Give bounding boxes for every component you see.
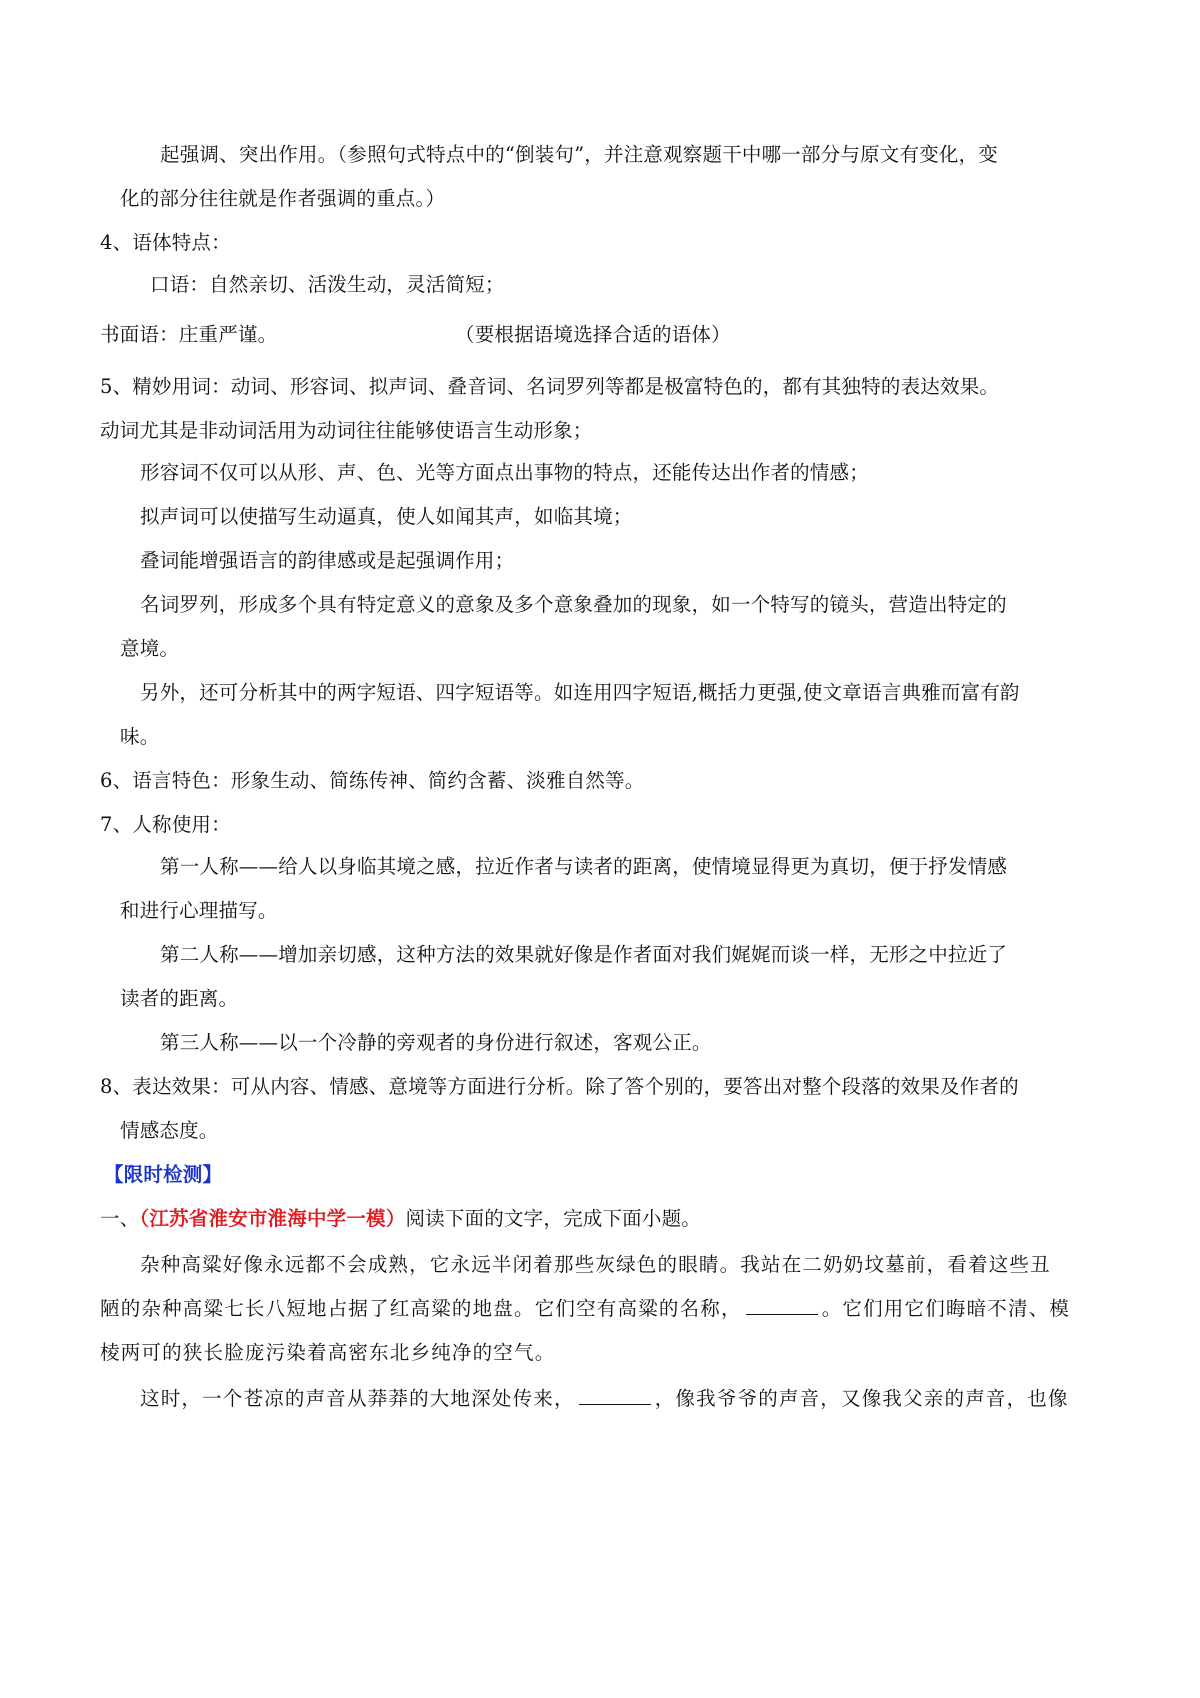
paragraph-line: 化的部分往往就是作者强调的重点。） [120, 187, 446, 210]
verb-item: 动词尤其是非动词活用为动词往往能够使语言生动形象； [100, 419, 593, 442]
adjective-item: 形容词不仅可以从形、声、色、光等方面点出事物的特点，还能传达出作者的情感； [140, 461, 869, 484]
timed-test-heading: 【限时检测】 [104, 1163, 223, 1186]
passage-line-with-blank [100, 1294, 1070, 1324]
second-person-item: 第二人称——增加亲切感，这种方法的效果就好像是作者面对我们娓娓而谈一样，无形之中拉近了 [160, 943, 1008, 966]
question-number: 一、 [100, 1207, 140, 1230]
reduplication-item: 叠词能增强语言的韵律感或是起强调作用； [140, 549, 515, 572]
section-8-cont: 情感态度。 [120, 1119, 219, 1142]
passage-line: 杂种高粱好像永远都不会成熟，它永远半闭着那些灰绿色的眼睛。我站在二奶奶坟墓前，看着这些丑 [140, 1253, 1051, 1276]
paragraph-line: 起强调、突出作用。（参照句式特点中的“倒装句”，并注意观察题干中哪一部分与原文有变化，变 [160, 143, 998, 166]
register-note: （要根据语境选择合适的语体） [455, 323, 731, 346]
oral-language-item: 口语：自然亲切、活泼生动，灵活简短； [150, 273, 505, 296]
fill-in-blank[interactable] [746, 1294, 818, 1315]
noun-list-item: 名词罗列，形成多个具有特定意义的意象及多个意象叠加的现象，如一个特写的镜头，营造出特定的 [140, 593, 1007, 616]
first-person-item: 第一人称——给人以身临其境之感，拉近作者与读者的距离，使情境显得更为真切，便于抒发情感 [160, 855, 1008, 878]
passage-text: 。它们用它们晦暗不清、模 [821, 1297, 1071, 1320]
second-person-item-cont: 读者的距离。 [120, 987, 239, 1010]
fill-in-blank[interactable] [579, 1384, 651, 1405]
third-person-item: 第三人称——以一个冷静的旁观者的身份进行叙述，客观公正。 [160, 1031, 712, 1054]
other-phrases-item-cont: 味。 [120, 725, 160, 748]
other-phrases-item: 另外，还可分析其中的两字短语、四字短语等。如连用四字短语,概括力更强,使文章语言典雅而富有韵 [140, 681, 1020, 704]
onomatopoeia-item: 拟声词可以使描写生动逼真，使人如闻其声，如临其境； [140, 505, 633, 528]
question-source: （江苏省淮安市淮海中学一模） [139, 1207, 406, 1230]
section-heading-8: 8、表达效果：可从内容、情感、意境等方面进行分析。除了答个别的，要答出对整个段落的效果及作者的 [100, 1075, 1019, 1098]
question-instruction: 阅读下面的文字，完成下面小题。 [405, 1207, 701, 1230]
section-heading-6: 6、语言特色：形象生动、简练传神、简约含蓄、淡雅自然等。 [100, 769, 645, 792]
first-person-item-cont: 和进行心理描写。 [120, 899, 278, 922]
passage-line-with-blank [140, 1384, 1069, 1414]
section-heading-4: 4、语体特点： [100, 231, 231, 254]
section-heading-5: 5、精妙用词：动词、形容词、拟声词、叠音词、名词罗列等都是极富特色的，都有其独特的表达效果。 [100, 375, 1000, 398]
written-language-item: 书面语：庄重严谨。 [100, 323, 278, 346]
section-heading-7: 7、人称使用： [100, 813, 231, 836]
passage-line: 棱两可的狭长脸庞污染着高密东北乡纯净的空气。 [100, 1341, 556, 1364]
passage-text: 陋的杂种高粱七长八短地占据了红高粱的地盘。它们空有高粱的名称， [100, 1297, 742, 1320]
passage-text: ，像我爷爷的声音，又像我父亲的声音，也像 [654, 1387, 1069, 1410]
noun-list-item-cont: 意境。 [120, 637, 180, 660]
question-1-line [100, 1204, 701, 1234]
passage-text: 这时，一个苍凉的声音从莽莽的大地深处传来， [140, 1387, 575, 1410]
